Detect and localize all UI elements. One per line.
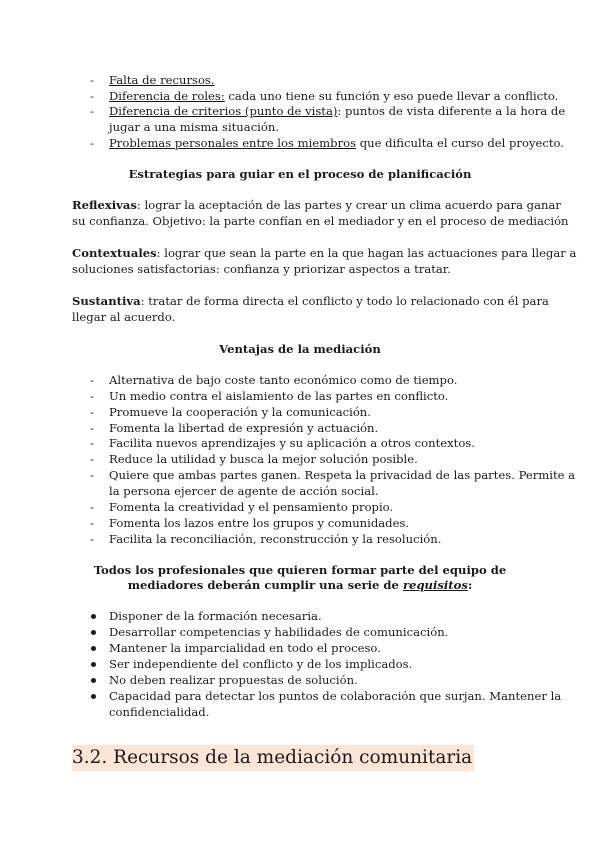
list-item: Mantener la imparcialidad en todo el proceso. bbox=[109, 641, 381, 655]
list-item: Reduce la utilidad y busca la mejor solución posible. bbox=[109, 452, 418, 466]
list-dash: - bbox=[90, 532, 94, 546]
section-heading: 3.2. Recursos de la mediación comunitaria bbox=[72, 745, 474, 771]
list-item: Fomenta los lazos entre los grupos y comunidades. bbox=[109, 516, 410, 530]
strategies-heading: Estrategias para guiar en el proceso de planificación bbox=[128, 167, 472, 181]
list-item-continuation: la persona ejercer de agente de acción social. bbox=[109, 484, 379, 498]
list-item-continuation: confidencialidad. bbox=[109, 705, 210, 719]
list-item: Facilita la reconciliación, reconstrucción y la resolución. bbox=[109, 532, 442, 546]
list-dash: - bbox=[90, 89, 94, 103]
list-dash: - bbox=[90, 452, 94, 466]
list-dash: - bbox=[90, 468, 94, 482]
requirements-heading: Todos los profesionales que quieren formar parte del equipo de bbox=[93, 563, 507, 577]
list-item: No deben realizar propuestas de solución. bbox=[109, 673, 358, 687]
list-item: Desarrollar competencias y habilidades de comunicación. bbox=[109, 625, 449, 639]
bullet-icon bbox=[91, 614, 96, 619]
list-item: Promueve la cooperación y la comunicación. bbox=[109, 405, 371, 419]
list-item: Ser independiente del conflicto y de los implicados. bbox=[109, 657, 413, 671]
list-item: Alternativa de bajo coste tanto económico como de tiempo. bbox=[109, 373, 458, 387]
list-dash: - bbox=[90, 516, 94, 530]
list-item: Diferencia de criterios (punto de vista): puntos de vista diferente a la hora de bbox=[109, 104, 566, 118]
list-dash: - bbox=[90, 73, 94, 87]
list-item: Fomenta la libertad de expresión y actuación. bbox=[109, 421, 379, 435]
list-item: Disponer de la formación necesaria. bbox=[109, 609, 322, 623]
reflexivas-paragraph: Reflexivas: lograr la aceptación de las partes y crear un clima acuerdo para ganar bbox=[72, 198, 561, 212]
list-dash: - bbox=[90, 405, 94, 419]
bullet-icon bbox=[91, 630, 96, 635]
list-dash: - bbox=[90, 104, 94, 118]
bullet-icon bbox=[91, 694, 96, 699]
list-item: Quiere que ambas partes ganen. Respeta la privacidad de las partes. Permite a bbox=[109, 468, 576, 482]
list-dash: - bbox=[90, 421, 94, 435]
reflexivas-paragraph-line2: su confianza. Objetivo: la parte confían en el mediador y en el proceso de mediación bbox=[72, 214, 569, 228]
requirements-heading-line2: mediadores deberán cumplir una serie de requisitos: bbox=[127, 578, 473, 592]
bullet-icon bbox=[91, 662, 96, 667]
list-dash: - bbox=[90, 436, 94, 450]
list-item: Falta de recursos. bbox=[109, 73, 215, 87]
list-item: Facilita nuevos aprendizajes y su aplicación a otros contextos. bbox=[109, 436, 475, 450]
list-dash: - bbox=[90, 500, 94, 514]
contextuales-paragraph: Contextuales: lograr que sean la parte en la que hagan las actuaciones para llegar a bbox=[72, 246, 577, 260]
list-dash: - bbox=[90, 136, 94, 150]
sustantiva-paragraph-line2: llegar al acuerdo. bbox=[72, 310, 176, 324]
list-item: Fomenta la creatividad y el pensamiento propio. bbox=[109, 500, 394, 514]
list-item: Problemas personales entre los miembros que dificulta el curso del proyecto. bbox=[109, 136, 564, 150]
bullet-icon bbox=[91, 646, 96, 651]
list-dash: - bbox=[90, 389, 94, 403]
list-item: Un medio contra el aislamiento de las partes en conflicto. bbox=[109, 389, 449, 403]
list-dash: - bbox=[90, 373, 94, 387]
contextuales-paragraph-line2: soluciones satisfactorias: confianza y priorizar aspectos a tratar. bbox=[72, 262, 451, 276]
sustantiva-paragraph: Sustantiva: tratar de forma directa el conflicto y todo lo relacionado con él para bbox=[72, 294, 549, 308]
list-item-continuation: jugar a una misma situación. bbox=[109, 120, 280, 134]
bullet-icon bbox=[91, 678, 96, 683]
advantages-heading: Ventajas de la mediación bbox=[219, 342, 381, 356]
list-item: Diferencia de roles: cada uno tiene su función y eso puede llevar a conflicto. bbox=[109, 89, 559, 103]
list-item: Capacidad para detectar los puntos de colaboración que surjan. Mantener la bbox=[109, 689, 562, 703]
